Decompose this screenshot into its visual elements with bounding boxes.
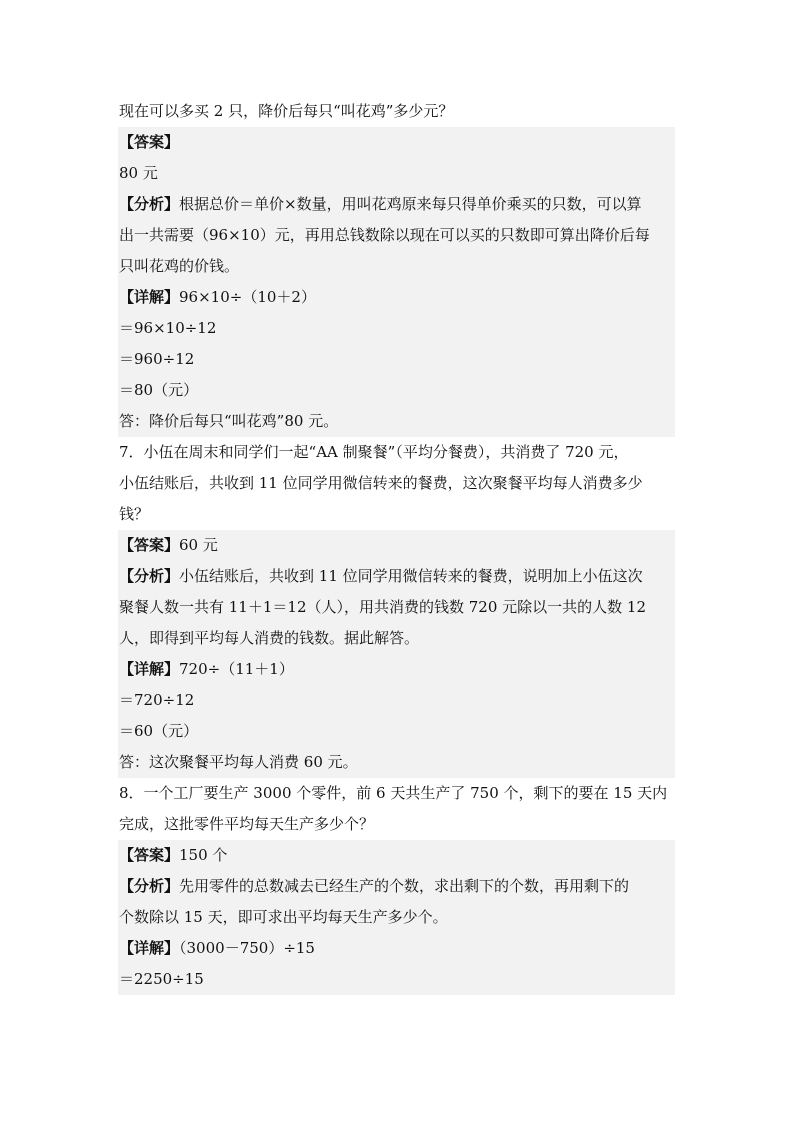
detail-text: 【详解】96×10÷（10＋2） — [118, 282, 675, 313]
analysis-text: 出一共需要（96×10）元，再用总钱数除以现在可以买的只数即可算出降价后每 — [118, 220, 675, 251]
detail-text: 【详解】（3000－750）÷15 — [118, 933, 675, 964]
conclusion-text: 答：降价后每只“叫花鸡”80 元。 — [118, 406, 675, 437]
analysis-text: 【分析】根据总价＝单价×数量，用叫花鸡原来每只得单价乘买的只数，可以算 — [118, 189, 675, 220]
question-text: 完成，这批零件平均每天生产多少个？ — [119, 815, 375, 833]
answer-label: 【答案】 — [118, 127, 675, 158]
detail-label: 【详解】 — [119, 660, 180, 678]
analysis-label: 【分析】 — [119, 877, 180, 895]
analysis-label: 【分析】 — [119, 567, 180, 585]
analysis-text: 聚餐人数一共有 11＋1＝12（人），用共消费的钱数 720 元除以一共的人数 12 — [118, 592, 675, 623]
question-text: 小伍结账后，共收到 11 位同学用微信转来的餐费，这次聚餐平均每人消费多少 — [119, 474, 643, 492]
calc-step: ＝960÷12 — [118, 344, 675, 375]
answer-label: 【答案】 — [119, 536, 180, 554]
question-text: 7．小伍在周末和同学们一起“AA 制聚餐”（平均分餐费），共消费了 720 元， — [119, 443, 629, 461]
analysis-text: 只叫花鸡的价钱。 — [118, 251, 675, 282]
document-page — [118, 96, 675, 995]
calc-step: ＝80（元） — [118, 375, 675, 406]
calc-step: ＝96×10÷12 — [118, 313, 675, 344]
detail-text: 【详解】720÷（11＋1） — [118, 654, 675, 685]
answer-label: 【答案】 — [119, 846, 180, 864]
analysis-label: 【分析】 — [119, 195, 180, 213]
answer-text: 【答案】150 个 — [118, 840, 675, 871]
calc-step: ＝60（元） — [118, 716, 675, 747]
analysis-text: 【分析】小伍结账后，共收到 11 位同学用微信转来的餐费，说明加上小伍这次 — [118, 561, 675, 592]
question-text: 现在可以多买 2 只，降价后每只“叫花鸡”多少元？ — [119, 102, 454, 120]
conclusion-text: 答：这次聚餐平均每人消费 60 元。 — [118, 747, 675, 778]
question-text: 8．一个工厂要生产 3000 个零件，前 6 天共生产了 750 个，剩下的要在 15 天内 — [119, 784, 668, 802]
answer-text: 【答案】60 元 — [118, 530, 675, 561]
calc-step: ＝720÷12 — [118, 685, 675, 716]
calc-step: ＝2250÷15 — [118, 964, 675, 995]
detail-label: 【详解】 — [119, 939, 180, 957]
analysis-text: 人，即得到平均每人消费的钱数。据此解答。 — [118, 623, 675, 654]
answer-value: 80 元 — [118, 158, 675, 189]
analysis-text: 【分析】先用零件的总数减去已经生产的个数，求出剩下的个数，再用剩下的 — [118, 871, 675, 902]
detail-label: 【详解】 — [119, 288, 180, 306]
question-text: 钱？ — [119, 505, 150, 523]
analysis-text: 个数除以 15 天，即可求出平均每天生产多少个。 — [118, 902, 675, 933]
